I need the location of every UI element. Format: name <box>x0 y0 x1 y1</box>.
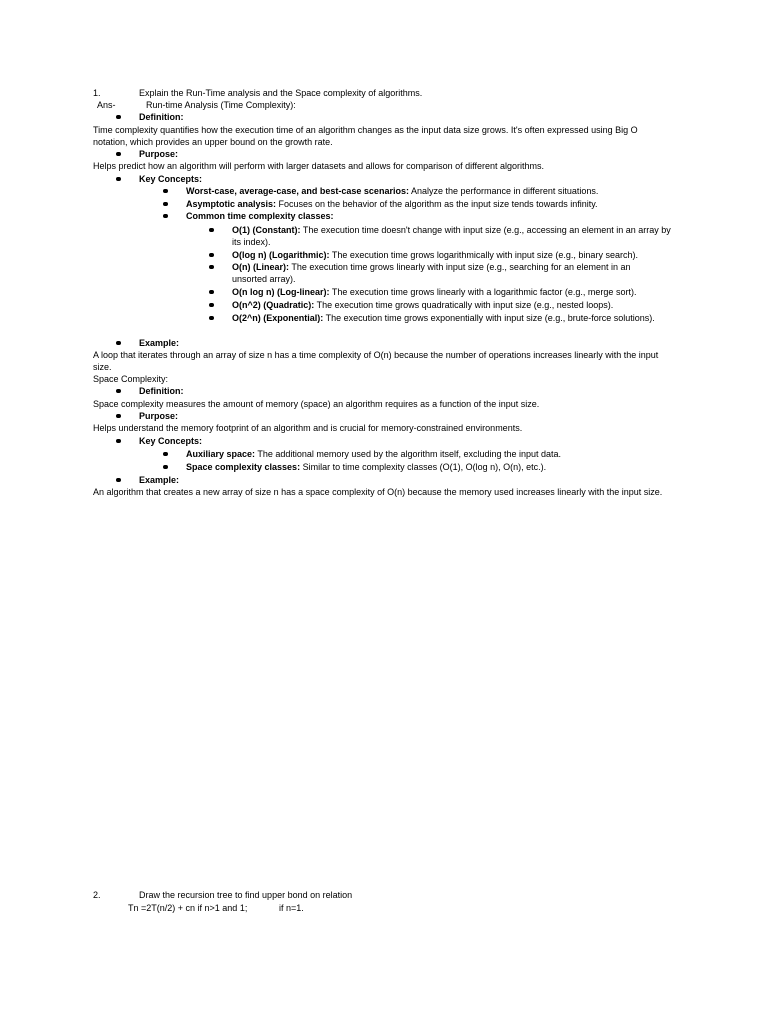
class-label: O(n) (Linear): <box>232 262 289 272</box>
definition-text: Time complexity quantifies how the execution time of an algorithm changes as the input data size grows. It's often expressed using Big O notation, which provides an upper bound on the growth rate. <box>93 125 638 148</box>
concept-label: Common time complexity classes: <box>186 211 334 221</box>
concept-item <box>186 198 598 210</box>
key-concepts-label: Key Concepts: <box>139 174 203 184</box>
class-label: O(n^2) (Quadratic): <box>232 300 315 310</box>
question-1-number: 1. <box>93 88 101 98</box>
class-label: O(1) (Constant): <box>232 225 301 235</box>
space-definition-bullet <box>139 385 184 397</box>
space-definition-label: Definition: <box>139 386 184 396</box>
concept-item <box>186 210 334 222</box>
concept-label: Asymptotic analysis: <box>186 199 277 209</box>
time-complexity-heading: Run-time Analysis (Time Complexity): <box>146 100 296 110</box>
class-label: O(n log n) (Log-linear): <box>232 287 330 297</box>
purpose-label: Purpose: <box>139 149 179 159</box>
recurrence-base-condition: if n=1. <box>279 903 304 913</box>
space-purpose-label: Purpose: <box>139 411 179 421</box>
space-key-concepts-label: Key Concepts: <box>139 436 203 446</box>
example-text: A loop that iterates through an array of size n has a time complexity of O(n) because the number of operations increases linearly with the input size. <box>93 350 659 373</box>
class-text: The execution time grows quadratically with input size (e.g., nested loops). <box>314 300 614 310</box>
space-complexity-heading: Space Complexity: <box>93 374 169 384</box>
complexity-class-item <box>232 261 662 286</box>
question-2-text: Draw the recursion tree to find upper bond on relation <box>139 890 353 900</box>
concept-label: Auxiliary space: <box>186 449 256 459</box>
class-label: O(2^n) (Exponential): <box>232 313 324 323</box>
example-bullet <box>139 337 179 349</box>
purpose-bullet <box>139 148 178 160</box>
question-1-text: Explain the Run-Time analysis and the Space complexity of algorithms. <box>139 88 423 98</box>
question-2-number: 2. <box>93 890 101 900</box>
space-definition-text: Space complexity measures the amount of memory (space) an algorithm requires as a function of the input size. <box>93 399 540 409</box>
concept-label: Space complexity classes: <box>186 462 301 472</box>
key-concepts-bullet <box>139 173 202 185</box>
recurrence-relation: Tn =2T(n/2) + cn if n>1 and 1; <box>128 903 248 913</box>
complexity-class-item <box>232 224 677 249</box>
complexity-class-item <box>232 286 636 298</box>
concept-text: Focuses on the behavior of the algorithm as the input size tends towards infinity. <box>276 199 598 209</box>
concept-label: Worst-case, average-case, and best-case scenarios: <box>186 186 409 196</box>
complexity-class-item <box>232 249 638 261</box>
class-label: O(log n) (Logarithmic): <box>232 250 330 260</box>
space-example-label: Example: <box>139 475 180 485</box>
definition-bullet <box>139 111 184 123</box>
class-text: The execution time grows linearly with input size (e.g., searching for an element in an unsorted array). <box>232 262 631 285</box>
answer-label: Ans- <box>97 100 116 110</box>
complexity-class-item <box>232 312 662 324</box>
space-purpose-bullet <box>139 410 178 422</box>
concept-item <box>186 185 598 197</box>
space-key-concepts-bullet <box>139 435 202 447</box>
definition-label: Definition: <box>139 112 184 122</box>
concept-text: The additional memory used by the algorithm itself, excluding the input data. <box>255 449 562 459</box>
class-text: The execution time grows exponentially with input size (e.g., brute-force solutions). <box>323 313 655 323</box>
space-concept-item <box>186 461 546 473</box>
purpose-text: Helps predict how an algorithm will perform with larger datasets and allows for comparison of different algorithms. <box>93 161 545 171</box>
complexity-class-item <box>232 299 613 311</box>
example-label: Example: <box>139 338 180 348</box>
space-purpose-text: Helps understand the memory footprint of an algorithm and is crucial for memory-constrained environments. <box>93 423 523 433</box>
concept-text: Analyze the performance in different situations. <box>408 186 599 196</box>
class-text: The execution time doesn't change with input size (e.g., accessing an element in an array by its index). <box>232 225 671 248</box>
space-concept-item <box>186 448 561 460</box>
class-text: The execution time grows logarithmically with input size (e.g., binary search). <box>329 250 638 260</box>
space-example-text: An algorithm that creates a new array of size n has a space complexity of O(n) because the memory used increases linearly with the input size. <box>93 487 663 497</box>
concept-text: Similar to time complexity classes (O(1), O(log n), O(n), etc.). <box>300 462 547 472</box>
class-text: The execution time grows linearly with a logarithmic factor (e.g., merge sort). <box>329 287 637 297</box>
space-example-bullet <box>139 474 179 486</box>
